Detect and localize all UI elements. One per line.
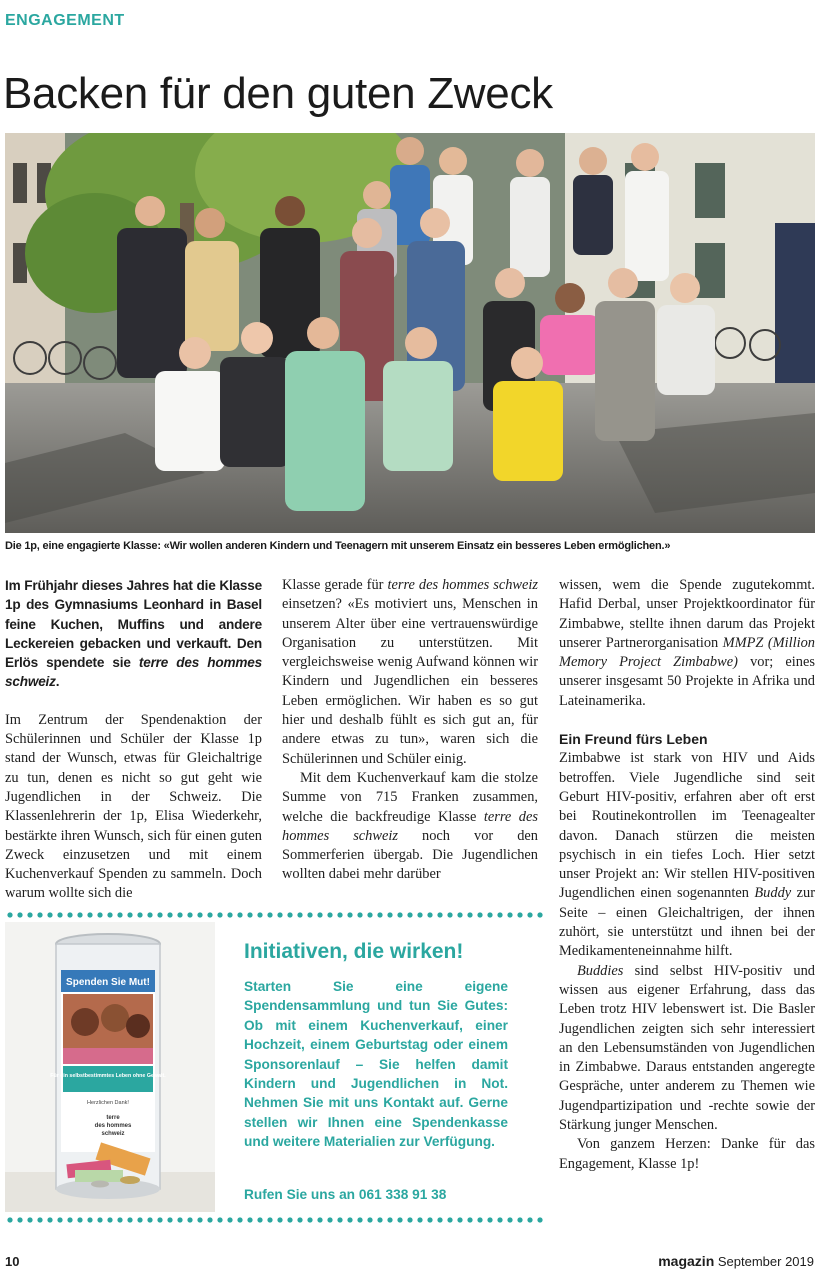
group-photo <box>5 133 815 533</box>
infobox-dotted-border-bottom <box>5 1215 545 1225</box>
article-closing: Von ganzem Herzen: Danke für das Engagement, Klasse 1p! <box>559 1136 815 1172</box>
infobox-dotted-border-top <box>5 910 545 920</box>
infobox-title: Initiativen, die wirken! <box>244 940 464 963</box>
infobox-text: Starten Sie eine eigene Spendensammlung und tun Sie Gutes: Ob mit einem Kuchenverkauf, einer Hochzeit, einem Geburtstag oder einem Sponsorenlauf – Sie helfen damit Kindern und Jugendlichen in Not. Nehmen Sie mit uns Kontakt auf. Gerne stellen wir Ihnen eine Spendenkasse und weitere Materialien zur Verfügung. <box>244 979 508 1150</box>
article-column-1 <box>5 576 262 904</box>
article-column-2 <box>282 576 538 885</box>
magazine-name: magazin <box>658 1253 715 1269</box>
donation-box-image <box>5 922 215 1212</box>
donation-box-logo-1: terre <box>106 1115 120 1121</box>
donation-box-header: Spenden Sie Mut! <box>66 977 150 988</box>
article-column-3 <box>559 576 815 1174</box>
issue-date: September 2019 <box>717 1254 814 1269</box>
article-paragraph: Klasse gerade für terre des hommes schweiz einsetzen? «Es motiviert uns, Menschen in unserem Alter über eine vertrauenswürdige Organisation zu unterstützen. Mit vergleichsweise wenig Aufwand können wir Kindern und Jugendlichen ein besseres Leben ermöglichen. Wir haben es so gut hier und deshalb fühlt es sich gut an, für andere etwas zu tun», waren sich die Schülerinnen und Schüler einig. <box>282 577 538 767</box>
infobox-contact: Rufen Sie uns an 061 338 91 38 <box>244 1187 447 1202</box>
magazine-issue <box>658 1253 814 1269</box>
article-headline: Backen für den guten Zweck <box>3 69 553 118</box>
donation-box-slogan: Für ein selbstbestimmtes Leben ohne Gewalt. <box>50 1073 166 1079</box>
page-number: 10 <box>5 1254 20 1269</box>
article-paragraph: Zimbabwe ist stark von HIV und Aids betroffen. Viele Jugendliche sind seit Geburt HIV-positiv, erfahren aber oft erst bei Routinekontrollen im Teenagealter davon. Danach stürzen die meisten psychisch in ein tiefes Loch. Hier setzt unser Projekt an: Wir stellen HIV-positiven Jugendlichen einen sogenannten Buddy zur Seite – einen Gleichaltrigen, der ihnen zuhört, sie unterstützt und ihnen bei der Medikamenteneinnahme hilft. <box>559 750 815 960</box>
article-subheading: Ein Freund fürs Leben <box>559 731 708 748</box>
section-label: ENGAGEMENT <box>5 12 125 29</box>
article-paragraph: Im Zentrum der Spendenaktion der Schülerinnen und Schüler der Klasse 1p stand der Wunsch, etwas für Gleichaltrige zu tun, denen es nicht so gut geht wie Jugendlichen in der Schweiz. Die Klassenlehrerin der 1p, Elisa Wiederkehr, bestärkte ihren Wunsch, sich für einen guten Zweck einzusetzen und mit einem Kuchenverkauf Spenden zu sammeln. Doch warum wollte sich die <box>5 711 262 902</box>
donation-box-logo-3: schweiz <box>101 1131 125 1137</box>
article-paragraph: wissen, wem die Spende zugutekommt. Hafid Derbal, unser Projektkoordinator für Zimbabwe, stellte ihnen darum das Projekt unserer Partnerorganisation MMPZ (Million Memory Project Zimbabwe) vor; eines unserer insgesamt 50 Projekte in Afrika und Lateinamerika. <box>559 577 815 709</box>
photo-caption: Die 1p, eine engagierte Klasse: «Wir wollen anderen Kindern und Teenagern mit unserem Einsatz ein besseres Leben ermöglichen.» <box>5 540 671 552</box>
article-paragraph: Buddies sind selbst HIV-positiv und wissen aus eigener Erfahrung, dass das Leben trotz HIV lebenswert ist. Die Basler Jugendlichen zeigten sich sehr interessiert an den Lebensumständen von Jugendlichen in Zimbabwe. Daraus entstanden angeregte Gespräche, unter anderem zu Themen wie Jugendpartizipation und -rechte sowie der Stärkung junger Menschen. <box>559 962 815 1134</box>
article-lead: Im Frühjahr dieses Jahres hat die Klasse 1p des Gymnasiums Leonhard in Basel feine Kuchen, Muffins und andere Leckereien gebacken und verkauft. Den Erlös spendete sie terre des hommes schweiz. <box>5 578 262 690</box>
article-paragraph: Mit dem Kuchenverkauf kam die stolze Summe von 715 Franken zusammen, welche die backfreudige Klasse terre des hommes schweiz noch vor den Sommerferien übergab. Die Jugendlichen wollten dabei mehr darüber <box>282 769 538 883</box>
donation-box-logo-2: des hommes <box>94 1123 132 1129</box>
donation-box-thanks: Herzlichen Dank! <box>87 1100 129 1106</box>
